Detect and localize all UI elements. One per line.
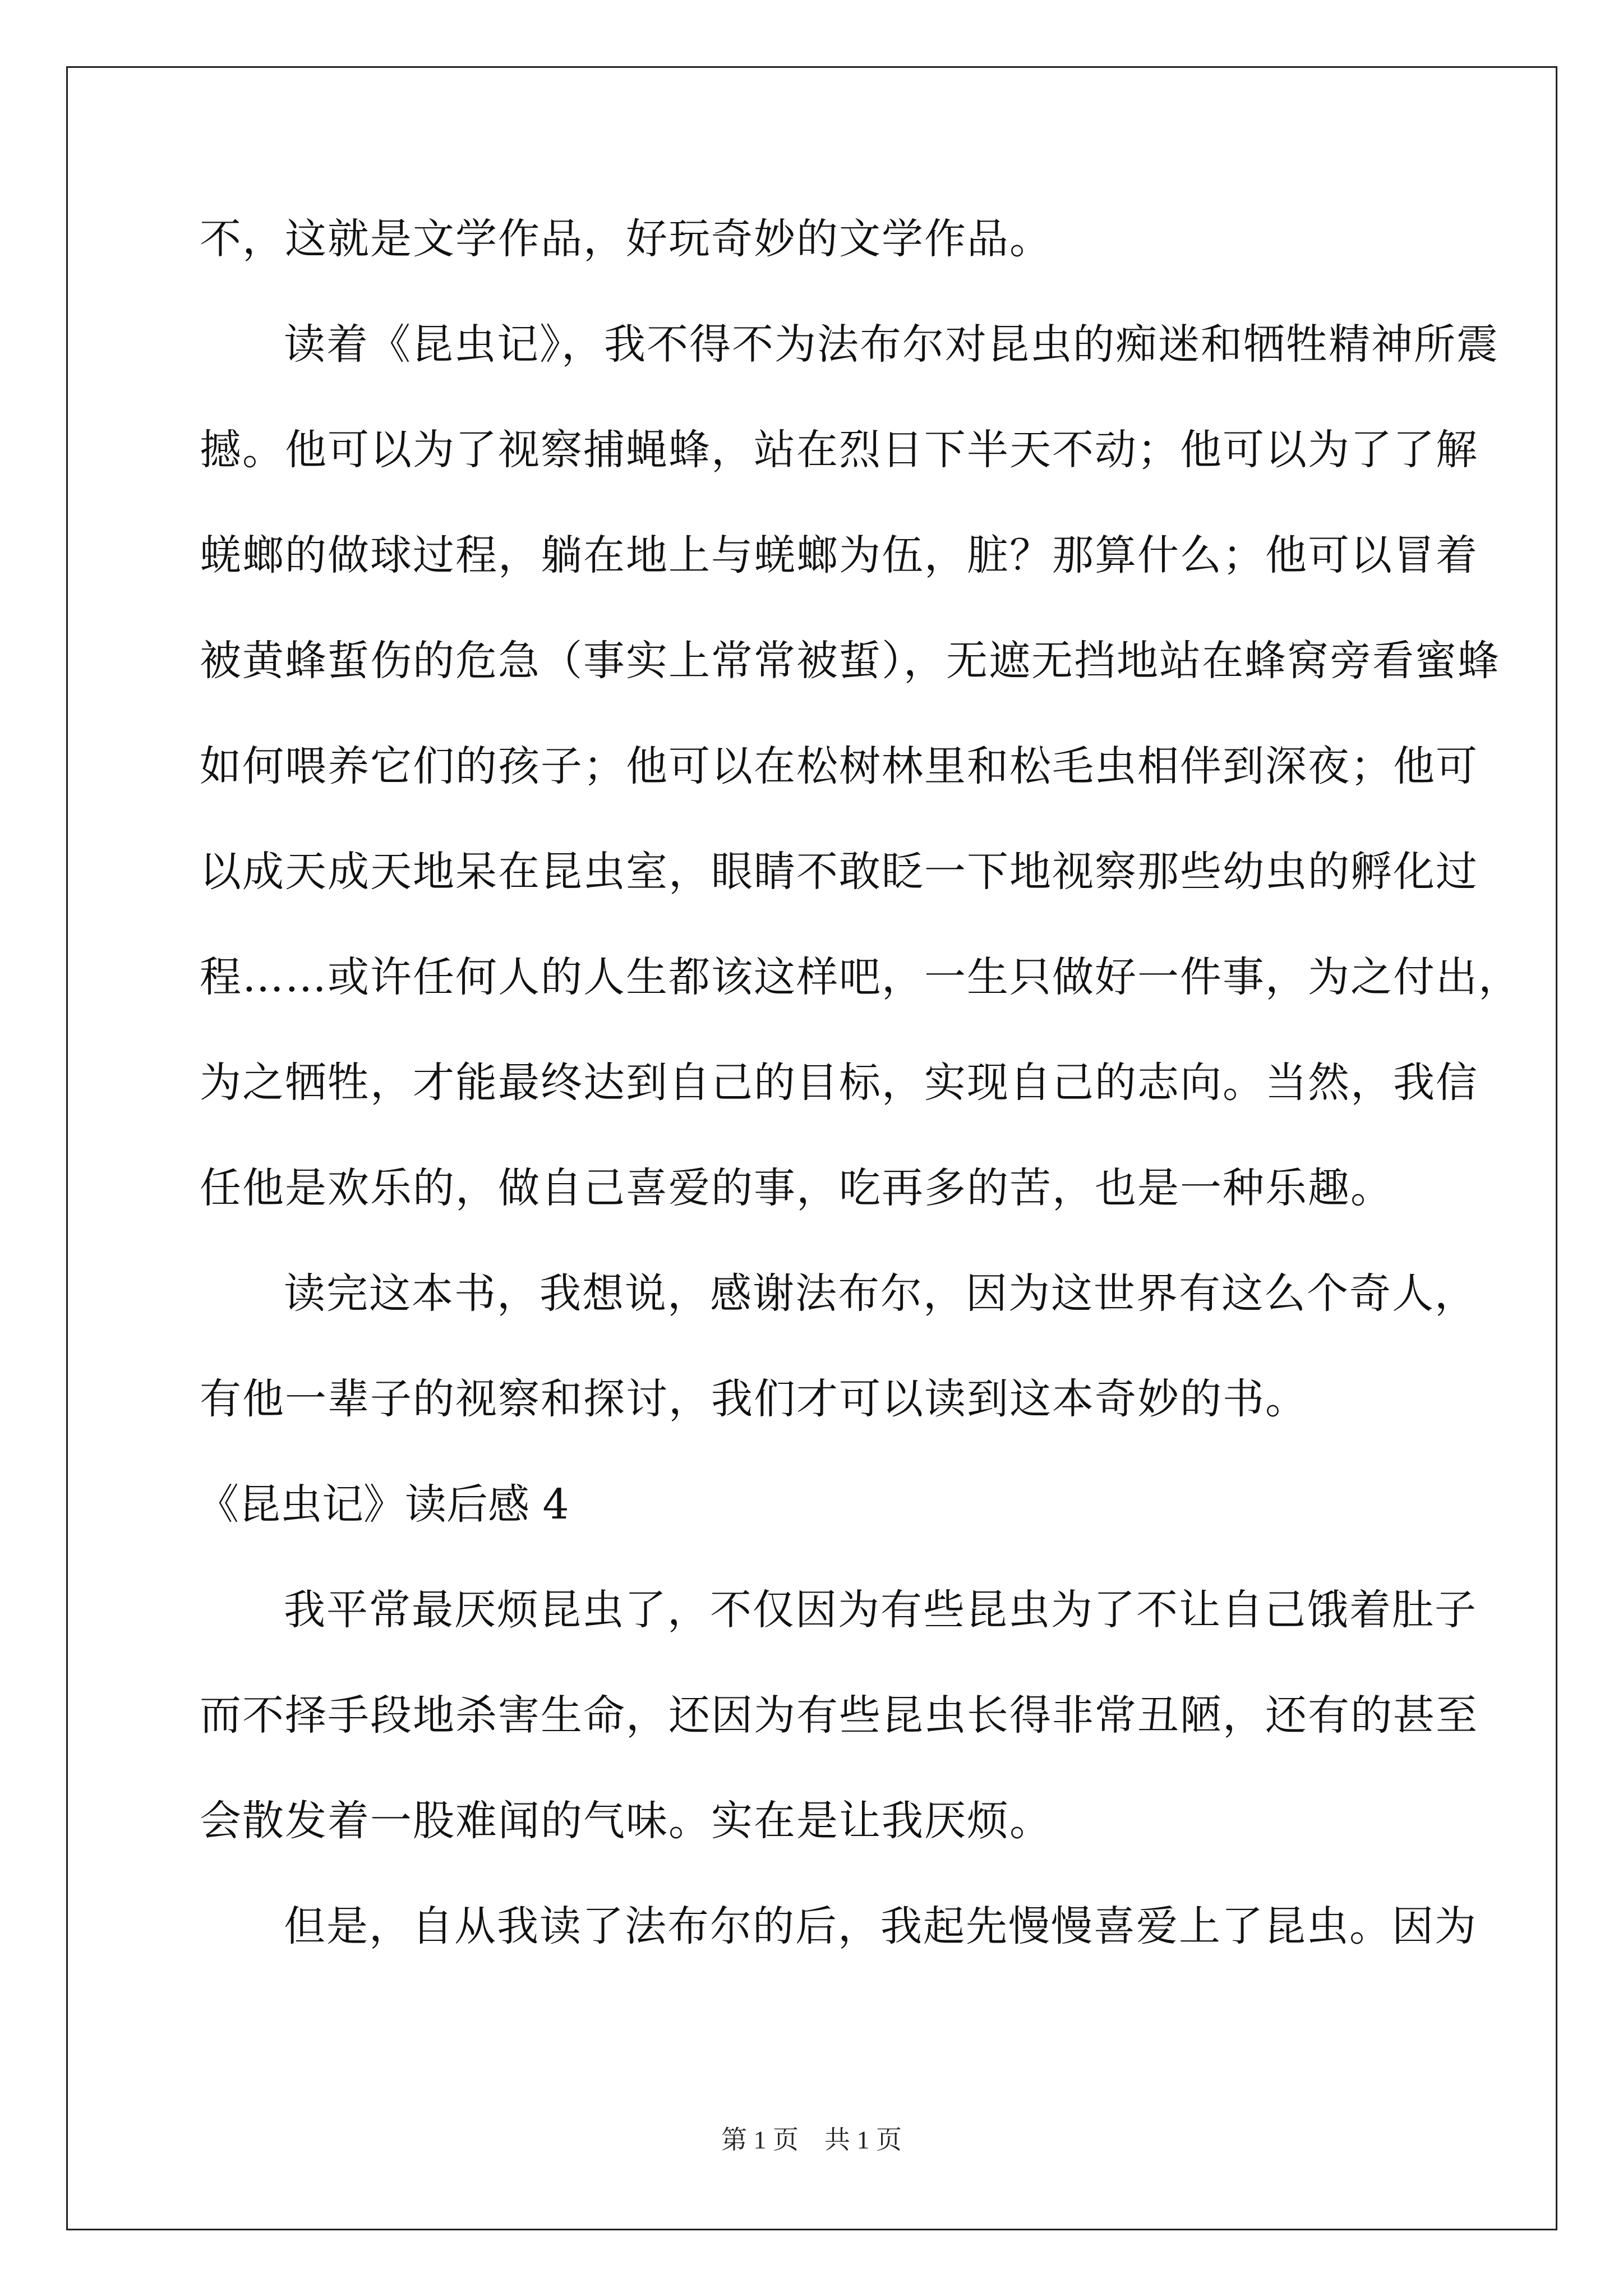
text-line: 有他一辈子的视察和探讨，我们才可以读到这本奇妙的书。 (200, 1375, 1308, 1423)
text-line: 任他是欢乐的，做自己喜爱的事，吃再多的苦，也是一种乐趣。 (200, 1164, 1393, 1212)
section-heading: 《昆虫记》读后感 4 (197, 1480, 569, 1529)
text-line: 程……或许任何人的人生都该这样吧，一生只做好一件事，为之付出， (200, 953, 1521, 1001)
text-line: 会散发着一股难闻的气味。实在是让我厌烦。 (200, 1797, 1052, 1845)
text-line: 如何喂养它们的孩子；他可以在松树林里和松毛虫相伴到深夜；他可 (200, 742, 1478, 790)
text-line: 读着《昆虫记》，我不得不为法布尔对昆虫的痴迷和牺牲精神所震 (284, 320, 1499, 369)
text-line: 以成天成天地呆在昆虫室，眼睛不敢眨一下地视察那些幼虫的孵化过 (200, 848, 1478, 896)
page-footer: 第 1 页 共 1 页 (721, 2125, 902, 2154)
text-line: 蜣螂的做球过程，躺在地上与蜣螂为伍，脏？那算什么；他可以冒着 (200, 531, 1478, 579)
text-line: 为之牺牲，才能最终达到自己的目标，实现自己的志向。当然，我信 (200, 1059, 1478, 1107)
text-line: 撼。他可以为了视察捕蝇蜂，站在烈日下半天不动；他可以为了了解 (200, 426, 1478, 474)
text-line: 不，这就是文学作品，好玩奇妙的文学作品。 (200, 215, 1052, 263)
document-body (197, 208, 1521, 2000)
text-line: 而不择手段地杀害生命，还因为有些昆虫长得非常丑陋，还有的甚至 (200, 1691, 1478, 1740)
text-line: 读完这本书，我想说，感谢法布尔，因为这世界有这么个奇人， (284, 1269, 1477, 1318)
text-line: 被黄蜂蜇伤的危急（事实上常常被蜇），无遮无挡地站在蜂窝旁看蜜蜂 (200, 637, 1500, 685)
text-line: 我平常最厌烦昆虫了，不仅因为有些昆虫为了不让自己饿着肚子 (284, 1586, 1477, 1634)
text-line: 但是，自从我读了法布尔的后，我起先慢慢喜爱上了昆虫。因为 (284, 1902, 1477, 1950)
